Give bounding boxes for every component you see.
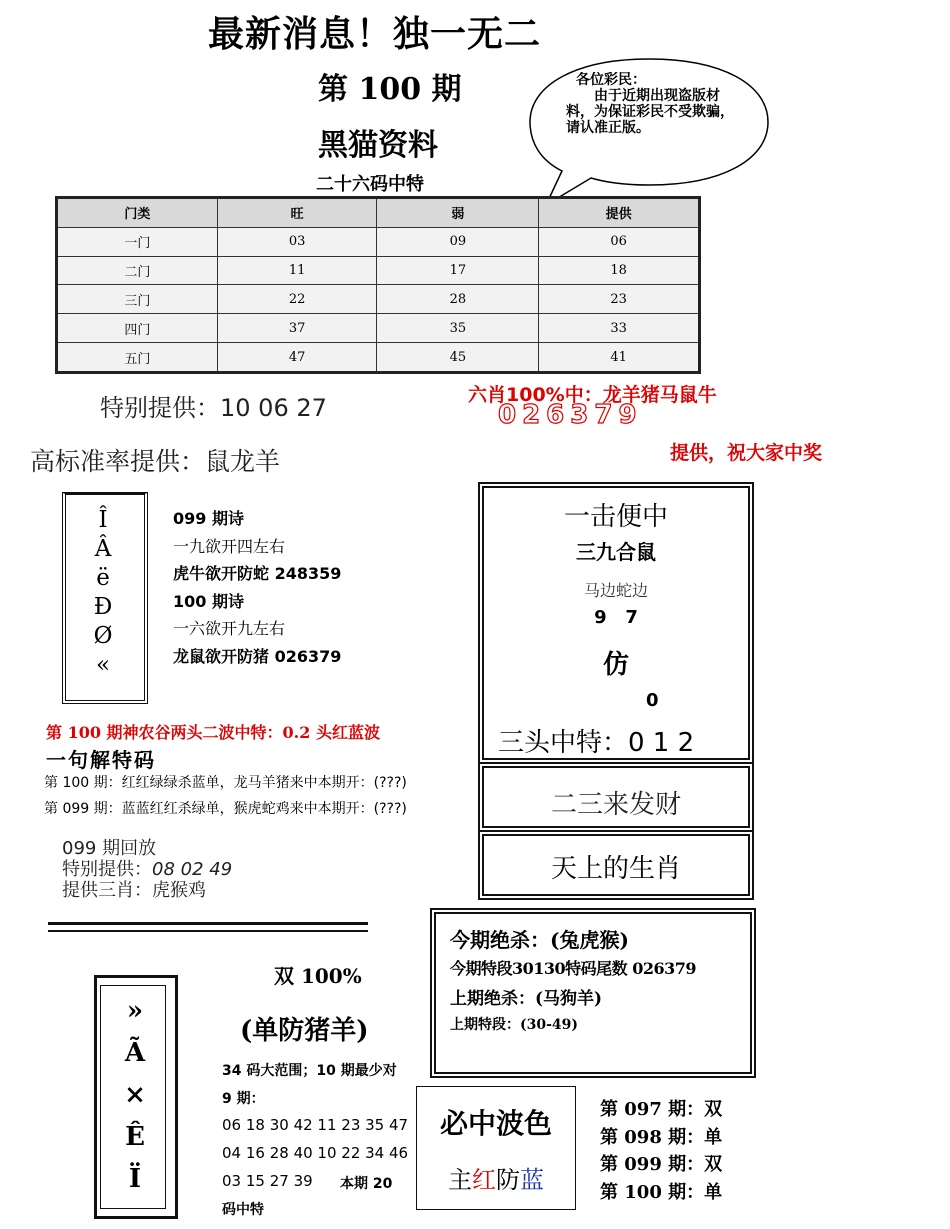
- glyph: Ð: [93, 594, 113, 620]
- nums-line3: 03 15 27 39: [222, 1172, 313, 1190]
- glyph: Ï: [128, 1164, 142, 1194]
- table-cell: 47: [217, 343, 377, 373]
- poem-line: 龙鼠欲开防猪 026379: [173, 646, 342, 666]
- poem-line: 100 期诗: [173, 591, 244, 611]
- glyph: Ã: [124, 1038, 146, 1068]
- replay-line2: [62, 859, 232, 880]
- glyph: »: [126, 996, 144, 1026]
- current-line: 本期 20: [340, 1176, 393, 1192]
- wave-title: 必中波色: [439, 1107, 552, 1140]
- poem-line: 虎牛欲开防蛇 248359: [173, 564, 342, 583]
- table-cell: 18: [539, 256, 700, 285]
- history-label: 第 098 期：: [600, 1126, 705, 1148]
- table-cell: 11: [217, 256, 377, 285]
- glyph: Ø: [93, 623, 113, 649]
- guard-pig-sheep: (单防猪羊): [240, 1016, 369, 1046]
- table-cell: 二门: [57, 256, 218, 285]
- table-cell: 三门: [57, 285, 218, 314]
- kill-line1: 今期绝杀：(兔虎猴): [450, 928, 629, 952]
- tail-line: 码中特: [222, 1202, 264, 1218]
- periods-line: 9 期：: [222, 1091, 265, 1107]
- table-cell: 五门: [57, 343, 218, 373]
- range-line: 34 码大范围；10 期最少对: [222, 1063, 397, 1079]
- poem-line: 一九欲开四左右: [173, 536, 286, 556]
- table-header-cell: 门类: [57, 198, 218, 228]
- double-100: 双 100%: [274, 964, 362, 988]
- table-header-cell: 提供: [539, 198, 700, 228]
- history-list: [600, 1096, 722, 1206]
- glyph: ×: [124, 1080, 146, 1110]
- history-label: 第 099 期：: [600, 1154, 705, 1175]
- table-header-cell: 旺: [217, 198, 377, 228]
- bubble-greeting: 各位彩民：: [576, 72, 646, 88]
- table-cell: 37: [217, 314, 377, 343]
- bubble-body: 由于近期出现盗版材料，为保证彩民不受欺骗，请认准正版。: [566, 88, 734, 136]
- table-cell: 33: [539, 314, 700, 343]
- history-label: 第 097 期：: [600, 1099, 705, 1120]
- table-cell: 03: [217, 227, 377, 256]
- special-provide: [100, 388, 327, 423]
- table-row: [57, 314, 700, 343]
- replay-line1: 099 期回放: [62, 838, 157, 859]
- replay-value: 08 02 49: [152, 859, 233, 880]
- table-cell: 四门: [57, 314, 218, 343]
- history-item: [600, 1096, 722, 1124]
- subtitle: 黑猫资料: [318, 128, 438, 163]
- special-label: 特别提供：: [100, 394, 220, 422]
- table-row: [57, 227, 700, 256]
- poem-lines: [173, 505, 341, 670]
- glyph: Ê: [125, 1122, 145, 1152]
- bottom-glyphs: [110, 990, 160, 1200]
- poem-line: 099 期诗: [173, 509, 244, 528]
- six-zodiac-numbers: 026379: [498, 400, 643, 430]
- divider: [48, 922, 368, 932]
- table-cell: 22: [217, 285, 377, 314]
- kill-line3: 上期绝杀：(马狗羊): [450, 989, 603, 1009]
- table-caption: 二十六码中特: [316, 174, 424, 195]
- hit-box-fang: 仿: [602, 650, 629, 680]
- riddle-title: 一句解特码: [46, 748, 156, 772]
- table-cell: 23: [539, 285, 700, 314]
- history-value: 双: [704, 1154, 723, 1175]
- history-value: 单: [704, 1126, 723, 1148]
- hit-box-zero: 0: [646, 690, 659, 711]
- special-numbers: 10 06 27: [220, 394, 327, 422]
- high-rate-provide: 高标准率提供：鼠龙羊: [30, 447, 281, 476]
- hit-box-line2: 马边蛇边: [583, 581, 648, 600]
- glyph: ë: [96, 565, 110, 591]
- wave-red: 红: [472, 1166, 496, 1194]
- wave-guard: 防: [496, 1166, 520, 1194]
- hit-box-line1: 三九合鼠: [576, 540, 656, 564]
- table-cell: 09: [377, 227, 539, 256]
- replay-block: [62, 838, 232, 901]
- bubble-text: [566, 72, 741, 150]
- table-header-row: [57, 198, 700, 228]
- history-item: [600, 1124, 722, 1152]
- wave-guard-line: [416, 1160, 576, 1195]
- table-cell: 41: [539, 343, 700, 373]
- replay-line3: 提供三肖：虎猴鸡: [62, 880, 206, 901]
- table-row: [57, 256, 700, 285]
- wave-main: 主: [448, 1166, 472, 1194]
- kill-line2: 今期特段30130特码尾数 026379: [450, 959, 697, 978]
- six-zodiac-line: 六肖100%中：龙羊猪马鼠牛: [468, 384, 717, 406]
- poem-line: 一六欲开九左右: [173, 619, 286, 638]
- table-cell: 一门: [57, 227, 218, 256]
- table-cell: 45: [377, 343, 539, 373]
- glyph: Â: [94, 536, 112, 562]
- table-row: [57, 343, 700, 373]
- table-cell: 17: [377, 256, 539, 285]
- numbers-table: [55, 196, 701, 374]
- nums-line1: 06 18 30 42 11 23 35 47: [222, 1116, 409, 1134]
- sky-text: 天上的生肖: [550, 854, 681, 884]
- nums-line2: 04 16 28 40 10 22 34 46: [222, 1144, 409, 1162]
- table-cell: 06: [539, 227, 700, 256]
- wave-blue: 蓝: [520, 1166, 544, 1194]
- history-label: 第 100 期：: [600, 1181, 705, 1203]
- table-cell: 28: [377, 285, 539, 314]
- glyph: «: [95, 652, 111, 678]
- riddle-line2: 第 099 期：蓝蓝红红杀绿单，猴虎蛇鸡来中本期开：(???): [44, 801, 407, 817]
- poem-side-glyphs: [88, 506, 118, 680]
- page-title: 最新消息！独一无二: [208, 13, 542, 55]
- history-value: 单: [704, 1181, 723, 1203]
- replay-label: 特别提供：: [62, 859, 152, 880]
- table-header-cell: 弱: [377, 198, 539, 228]
- kill-line4: 上期特段：(30-49): [450, 1017, 579, 1033]
- glyph: Î: [98, 507, 108, 533]
- hit-box-title: 一击便中: [563, 502, 668, 532]
- issue-number: 第 100 期: [318, 72, 462, 107]
- hit-box-digits: 9 7: [594, 607, 638, 628]
- two-three-text: 二三来发财: [550, 790, 681, 820]
- table-row: [57, 285, 700, 314]
- table-cell: 35: [377, 314, 539, 343]
- six-zodiac-wish: 提供，祝大家中奖: [670, 442, 823, 464]
- history-item: [600, 1151, 722, 1179]
- history-item: [600, 1179, 722, 1207]
- shennong-line: 第 100 期神农谷两头二波中特：0.2 头红蓝波: [46, 723, 380, 742]
- history-value: 双: [704, 1099, 723, 1120]
- three-heads: 三头中特：0 1 2: [498, 728, 695, 758]
- riddle-line1: 第 100 期：红红绿绿杀蓝单，龙马羊猪来中本期开：(???): [44, 775, 407, 791]
